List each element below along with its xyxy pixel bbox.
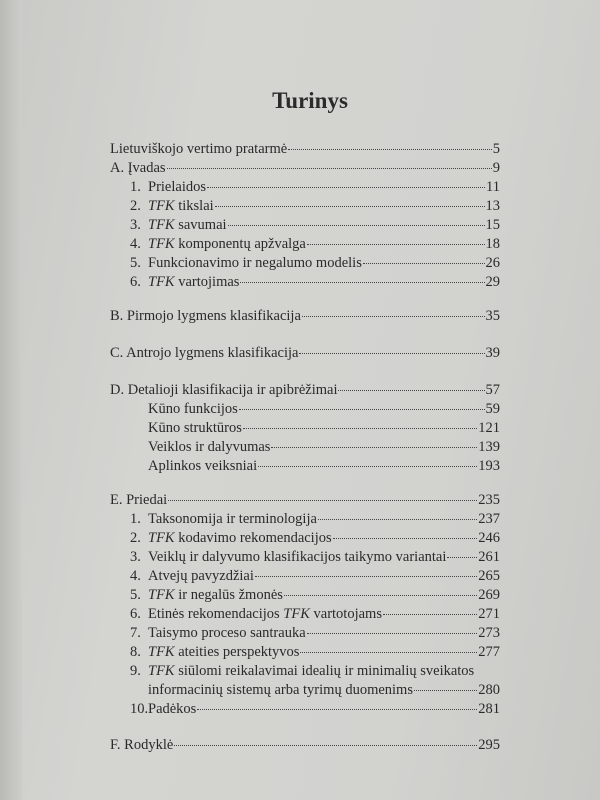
toc-entry <box>148 400 500 418</box>
entry-title-part: tikslai <box>174 198 214 214</box>
page-number: 295 <box>478 737 500 753</box>
dot-leader <box>240 282 484 283</box>
page-number: 281 <box>478 701 500 717</box>
toc-entry <box>130 197 500 215</box>
page-number: 280 <box>478 682 500 698</box>
toc-entry <box>130 529 500 547</box>
entry-title-part: Aplinkos veiksniai <box>148 458 258 474</box>
entry-title-part: TFK <box>148 530 175 546</box>
dot-leader <box>239 409 485 410</box>
entry-title <box>110 344 298 362</box>
entry-number: 5. <box>130 255 141 271</box>
page-number: 29 <box>485 274 500 290</box>
entry-number: 6. <box>130 606 141 622</box>
entry-title <box>148 216 227 234</box>
toc-entry <box>130 216 500 234</box>
entry-title <box>148 700 196 718</box>
page-number: 39 <box>485 345 500 361</box>
entry-title-part: Prielaidos <box>148 179 206 195</box>
entry-title <box>148 586 283 604</box>
entry-title <box>110 159 166 177</box>
page-number: 193 <box>478 458 500 474</box>
entry-title-part: Kūno struktūros <box>148 420 242 436</box>
toc-entry <box>110 140 500 158</box>
page-number: 277 <box>478 644 500 660</box>
dot-leader <box>243 428 477 429</box>
dot-leader <box>307 244 485 245</box>
entry-title-part: A. Įvadas <box>110 160 166 176</box>
entry-title <box>148 438 270 456</box>
page-number: 57 <box>485 382 500 398</box>
dot-leader <box>383 614 477 615</box>
entry-title-part: F. Rodyklė <box>110 737 174 753</box>
dot-leader <box>215 206 485 207</box>
toc-entry <box>130 586 500 604</box>
entry-title <box>148 681 413 699</box>
entry-title-part: ir negalūs žmonės <box>174 587 283 603</box>
entry-title <box>148 548 446 566</box>
toc-entry <box>130 700 500 718</box>
dot-leader <box>363 263 485 264</box>
entry-title <box>148 235 306 253</box>
toc-entry <box>130 643 500 661</box>
toc-entry <box>110 736 500 754</box>
page-number: 265 <box>478 568 500 584</box>
page-number: 139 <box>478 439 500 455</box>
entry-title-part: TFK <box>148 274 175 290</box>
entry-title-part: B. Pirmojo lygmens klasifikacija <box>110 308 301 324</box>
entry-title-part: vartojimas <box>174 274 240 290</box>
dot-leader <box>318 519 477 520</box>
dot-leader <box>174 745 477 746</box>
entry-number: 10. <box>130 701 149 717</box>
dot-leader <box>307 633 478 634</box>
page-title: Turinys <box>272 88 348 113</box>
entry-title <box>148 419 242 437</box>
entry-title <box>110 140 287 158</box>
entry-number: 7. <box>130 625 141 641</box>
page-number: 237 <box>478 511 500 527</box>
page-number: 35 <box>485 308 500 324</box>
entry-title <box>148 457 257 475</box>
entry-number: 4. <box>130 236 141 252</box>
dot-leader <box>271 447 477 448</box>
entry-title-part: Taksonomija ir terminologija <box>148 511 317 527</box>
entry-title <box>148 178 206 196</box>
dot-leader <box>197 709 477 710</box>
entry-title-part: TFK <box>148 198 175 214</box>
dot-leader <box>168 500 477 501</box>
entry-title-part: Etinės rekomendacijos <box>148 606 284 622</box>
entry-number: 3. <box>130 217 141 233</box>
dot-leader <box>288 149 492 150</box>
entry-title <box>148 662 474 680</box>
page-number: 246 <box>478 530 500 546</box>
toc-entry <box>148 681 500 699</box>
page-number: 261 <box>478 549 500 565</box>
entry-title <box>148 400 238 418</box>
entry-title-part: TFK <box>148 663 175 679</box>
dot-leader <box>333 538 478 539</box>
toc-entry <box>130 235 500 253</box>
dot-leader <box>414 690 477 691</box>
entry-number: 8. <box>130 644 141 660</box>
toc-entry <box>148 438 500 456</box>
entry-number: 1. <box>130 511 141 527</box>
entry-title <box>148 529 332 547</box>
entry-title-part: ateities perspektyvos <box>174 644 300 660</box>
toc-entry <box>130 662 474 680</box>
entry-title-part: Atvejų pavyzdžiai <box>148 568 254 584</box>
toc-entry <box>110 307 500 325</box>
entry-number: 2. <box>130 530 141 546</box>
entry-title <box>148 197 214 215</box>
dot-leader <box>447 557 477 558</box>
page-number: 121 <box>478 420 500 436</box>
entry-number: 2. <box>130 198 141 214</box>
dot-leader <box>300 652 477 653</box>
page-number: 15 <box>485 217 500 233</box>
toc-entry <box>110 159 500 177</box>
entry-title-part: kodavimo rekomendacijos <box>174 530 332 546</box>
toc-entry <box>130 510 500 528</box>
toc-entry <box>130 178 500 196</box>
toc-entry <box>148 419 500 437</box>
entry-title <box>148 605 382 623</box>
page-number: 18 <box>485 236 500 252</box>
toc-entry <box>130 605 500 623</box>
entry-title <box>148 510 317 528</box>
entry-title <box>148 624 306 642</box>
entry-number: 4. <box>130 568 141 584</box>
dot-leader <box>338 390 484 391</box>
page-number: 11 <box>486 179 500 195</box>
entry-number: 1. <box>130 179 141 195</box>
entry-title-part: komponentų apžvalga <box>174 236 306 252</box>
page-number: 59 <box>485 401 500 417</box>
dot-leader <box>302 316 485 317</box>
entry-title-part: Lietuviškojo vertimo pratarmė <box>110 141 288 157</box>
entry-title-part: TFK <box>148 236 175 252</box>
dot-leader <box>228 225 485 226</box>
entry-number: 3. <box>130 549 141 565</box>
dot-leader <box>258 466 477 467</box>
entry-title-part: TFK <box>148 644 175 660</box>
page-number: 235 <box>478 492 500 508</box>
entry-number: 6. <box>130 274 141 290</box>
page-number: 13 <box>485 198 500 214</box>
entry-title-part: E. Priedai <box>110 492 168 508</box>
page-number: 9 <box>492 160 500 176</box>
entry-title-part: vartotojams <box>309 606 382 622</box>
entry-title-part: savumai <box>174 217 227 233</box>
dot-leader <box>207 187 485 188</box>
toc-entry <box>130 273 500 291</box>
entry-title-part: Taisymo proceso santrauka <box>148 625 306 641</box>
entry-title <box>110 307 301 325</box>
toc-entry <box>130 548 500 566</box>
dot-leader <box>284 595 477 596</box>
toc-entry <box>130 624 500 642</box>
toc-entry <box>130 254 500 272</box>
entry-title-part: TFK <box>148 217 175 233</box>
entry-title-part: C. Antrojo lygmens klasifikacija <box>110 345 299 361</box>
entry-title-part: Funkcionavimo ir negalumo modelis <box>148 255 362 271</box>
entry-title <box>110 491 167 509</box>
page-number: 5 <box>492 141 500 157</box>
page-number: 269 <box>478 587 500 603</box>
dot-leader <box>167 168 492 169</box>
toc-entry <box>110 491 500 509</box>
entry-title <box>148 567 254 585</box>
entry-title-part: Padėkos <box>148 701 197 717</box>
page-edge-shadow <box>0 0 22 800</box>
toc-entry <box>130 567 500 585</box>
page-number: 273 <box>478 625 500 641</box>
entry-number: 5. <box>130 587 141 603</box>
dot-leader <box>299 353 484 354</box>
entry-title-part: TFK <box>148 587 175 603</box>
entry-title <box>110 381 337 399</box>
entry-title <box>148 254 362 272</box>
entry-title-part: TFK <box>283 606 310 622</box>
entry-title-part: Kūno funkcijos <box>148 401 238 417</box>
toc-entry <box>110 344 500 362</box>
toc-entry <box>110 381 500 399</box>
entry-title-part: informacinių sistemų arba tyrimų duomenims <box>148 682 413 698</box>
entry-title-part: siūlomi reikalavimai idealių ir minimalių sveikatos <box>174 663 475 679</box>
dot-leader <box>255 576 477 577</box>
entry-number: 9. <box>130 663 141 679</box>
entry-title <box>110 736 173 754</box>
entry-title-part: D. Detalioji klasifikacija ir apibrėžimai <box>110 382 338 398</box>
entry-title <box>148 273 239 291</box>
page-number: 271 <box>478 606 500 622</box>
toc-entry <box>148 457 500 475</box>
page-number: 26 <box>485 255 500 271</box>
entry-title <box>148 643 299 661</box>
entry-title-part: Veiklos ir dalyvumas <box>148 439 271 455</box>
entry-title-part: Veiklų ir dalyvumo klasifikacijos taikymo variantai <box>148 549 447 565</box>
